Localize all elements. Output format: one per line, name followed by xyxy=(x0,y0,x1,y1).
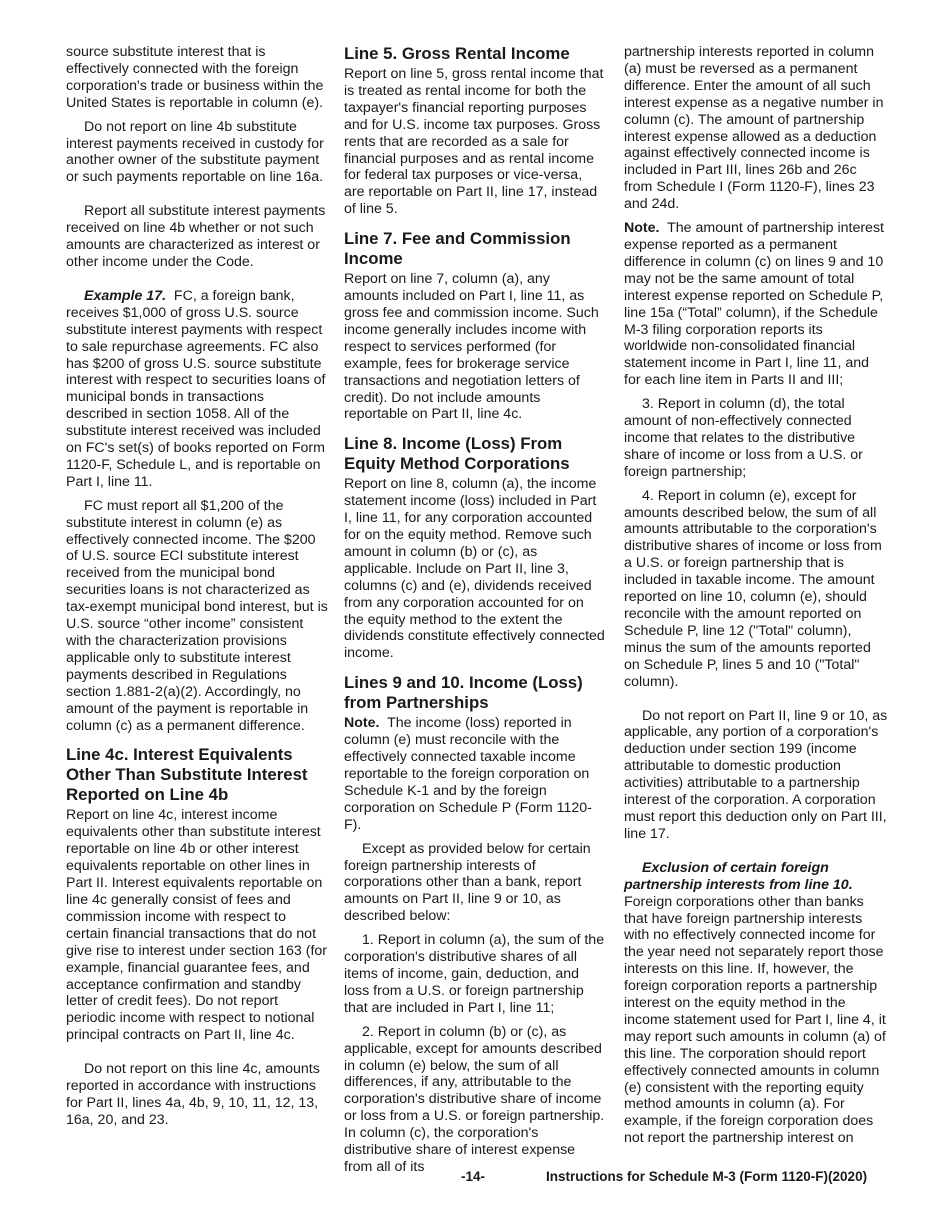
column-middle xyxy=(344,44,606,1183)
section-heading: Line 8. Income (Loss) From Equity Method Corporations xyxy=(344,434,570,474)
section-heading: Line 7. Fee and Commission Income xyxy=(344,229,571,269)
paragraph: Do not report on this line 4c, amounts reported in accordance with instructions for Part II, lines 4a, 4b, 9, 10, 11, 12, 13, 16a, 20, and 23. xyxy=(66,1061,320,1128)
document-title: Instructions for Schedule M-3 (Form 1120-F)(2020) xyxy=(546,1169,868,1184)
exclusion-lead: Exclusion of certain foreign partnership interests from line 10. xyxy=(624,859,853,893)
paragraph: FC must report all $1,200 of the substitute interest in column (e) as effectively connected income. The $200 of U.S. source ECI substitute interest received from the municipal bond securities loans is not characterized as tax-exempt municipal bond interest, but is U.S. source “other income” consistent with the characterization provisions applicable only to substitute interest payments described in Regulations section 1.881-2(a)(2). Accordingly, no amount of the payment is reportable in column (c) as a permanent difference. xyxy=(66,497,328,734)
list-item: 2. Report in column (b) or (c), as applicable, except for amounts described in column (e) below, the sum of all differences, if any, attributable to the corporation's distributive share of income or loss from a U.S. or foreign partnership. In column (c), the corporation's distributive share of interest expense from all of its xyxy=(344,1023,605,1175)
column-right xyxy=(624,44,888,1154)
note-text: The amount of partnership interest expense reported as a permanent difference in column (c) on lines 9 and 10 may not be the same amount of total interest expense reported on Schedule P, line 15a (“Total” column), if the Schedule M-3 filing corporation reports its worldwide non-consolidated financial statement income in Part I, line 11, and for each line item in Parts II and III; xyxy=(624,220,884,389)
page-number: -14- xyxy=(461,1169,486,1184)
note-text: The income (loss) reported in column (e) must reconcile with the effectively connected taxable income reportable to the foreign corporation on Schedule K-1 and by the foreign corporation on Schedule P (Form 1120-F). xyxy=(344,715,592,833)
list-item: 1. Report in column (a), the sum of the corporation's distributive shares of all items of income, gain, deduction, and loss from a U.S. or foreign partnership that are included in Part I, line 11; xyxy=(344,932,605,1016)
example-text: FC, a foreign bank, receives $1,000 of gross U.S. source substitute interest payments with respect to sale repurchase agreements. FC also has $200 of gross U.S. source substitute interest with respect to securities loans of municipal bonds in transactions described in section 1058. All of the substitute interest received was included on FC's set(s) of books reported on Form 1120-F, Schedule L, and is reportable on Part I, line 11. xyxy=(66,287,326,490)
exclusion-paragraph xyxy=(624,860,888,1147)
paragraph: Report on line 8, column (a), the income statement income (loss) included in Part I, line 11, for any corporation accounted for on the equity method. Remove such amount in column (b) or (c), as applicable. Include on Part II, line 3, columns (c) and (e), dividends received from any corporation accounted for on the equity method to the extent the dividends constitute effectively connected income. xyxy=(344,476,605,662)
section-heading: Lines 9 and 10. Income (Loss) from Partnerships xyxy=(344,673,583,713)
note-lead: Note. xyxy=(344,715,380,732)
paragraph: Do not report on line 4b substitute interest payments received in custody for another owner of the substitute payment or such payments reportable on line 16a. xyxy=(66,118,324,186)
note-paragraph xyxy=(344,715,606,833)
example-lead: Example 17. xyxy=(84,287,167,304)
section-heading: Line 5. Gross Rental Income xyxy=(344,44,570,63)
paragraph: Report on line 5, gross rental income that is treated as rental income for both the taxpayer's financial reporting purposes and for U.S. income tax purposes. Gross rents that are recorded as a sale for financial purposes and as rental income for federal tax purposes or vice-versa, are reportable on Part II, line 17, instead of line 5. xyxy=(344,66,604,218)
paragraph: partnership interests reported in column (a) must be reversed as a permanent difference. Enter the amount of all such interest expense as a negative number in column (c). The amount of partnership interest expense allowed as a deduction against effectively connected income is included in Part III, lines 26b and 26c from Schedule I (Form 1120-F), lines 23 and 24d. xyxy=(624,44,884,213)
paragraph: Report on line 4c, interest income equivalents other than substitute interest reportable on line 4b or other interest equivalents reportable on other lines in Part II. Interest equivalents reportable on line 4c generally consist of fees and commission income with respect to certain financial transactions that do not give rise to interest under section 163 (for example, financial guarantee fees, and acceptance confirmation and standby letter of credit fees). Do not report periodic income with respect to notional principal contracts on Part II, line 4c. xyxy=(66,807,328,1044)
note-lead: Note. xyxy=(624,220,660,237)
note-paragraph xyxy=(624,220,888,389)
list-item: 3. Report in column (d), the total amount of non-effectively connected income that relates to the distributive share of income or loss from a U.S. or foreign partnership; xyxy=(624,396,863,480)
exclusion-text: Foreign corporations other than banks that have foreign partnership interests with no effectively connected income for the year need not separately report those interests on this line. If, however, the foreign corporation reports a partnership interest on the equity method in the income statement used for Part I, line 4, it may report such amounts in column (a) of this line. The corporation should report effectively connected amounts in column (e) consistent with the reporting equity method amounts in column (a). For example, if the foreign corporation does not report the partnership interest on xyxy=(624,893,886,1147)
paragraph: Do not report on Part II, line 9 or 10, as applicable, any portion of a corporation's deduction under section 199 (income attributable to domestic production activities) attributable to a partnership interest of the corporation. A corporation must report this deduction only on Part III, line 17. xyxy=(624,707,888,842)
paragraph: source substitute interest that is effectively connected with the foreign corporation's trade or business within the United States is reportable in column (e). xyxy=(66,44,324,111)
paragraph: Report all substitute interest payments received on line 4b whether or not such amounts are characterized as interest or other income under the Code. xyxy=(66,203,326,270)
paragraph: Report on line 7, column (a), any amounts included on Part I, line 11, as gross fee and commission income. Such income generally includes income with respect to services performed (for example, fees for brokerage service transactions and negotiation letters of credit). Do not include amounts reportable on Part II, line 4c. xyxy=(344,271,599,423)
paragraph: Except as provided below for certain foreign partnership interests of corporations other than a bank, report amounts on Part II, line 9 or 10, as described below: xyxy=(344,840,591,925)
section-heading: Line 4c. Interest Equivalents Other Than Substitute Interest Reported on Line 4b xyxy=(66,745,308,805)
list-item: 4. Report in column (e), except for amounts described below, the sum of all amounts attributable to the corporation's distributive shares of income or loss from a U.S. or foreign partnership that is included in taxable income. The amount reported on line 10, column (e), should reconcile with the amount reported on Schedule P, line 12 ("Total" column), minus the sum of the amounts reported on Schedule P, lines 5 and 10 ("Total" column). xyxy=(624,487,882,690)
column-left xyxy=(66,44,328,1136)
example-paragraph xyxy=(66,288,328,491)
